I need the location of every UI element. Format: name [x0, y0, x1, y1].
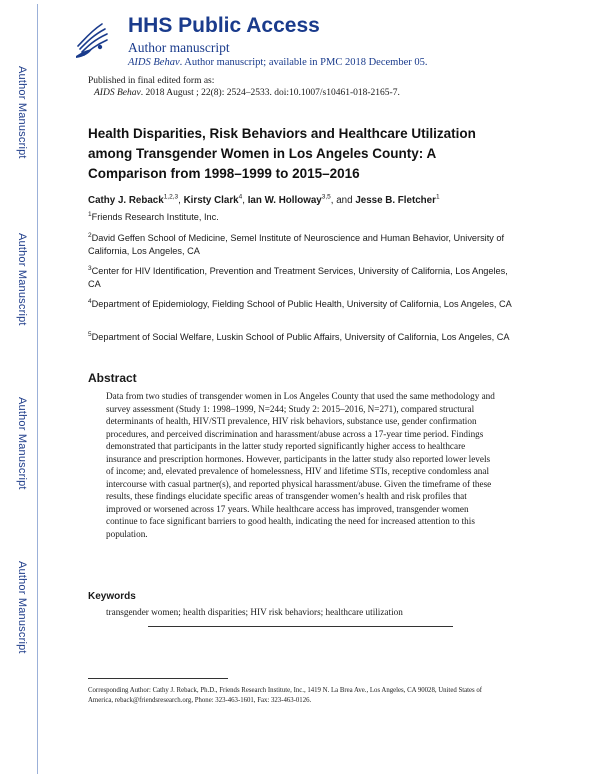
affiliation — [88, 331, 518, 344]
author-name: Ian W. Holloway — [247, 195, 322, 206]
keywords-text: transgender women; health disparities; HIV risk behaviors; healthcare utilization — [106, 607, 403, 617]
citation-journal: AIDS Behav — [94, 88, 141, 98]
side-label-author-manuscript: Author Manuscript — [16, 233, 28, 326]
citation-details: . 2018 August ; 22(8): 2524–2533. doi:10.1007/s10461-018-2165-7. — [140, 88, 400, 98]
affiliation-text: Friends Research Institute, Inc. — [91, 212, 219, 222]
divider — [148, 626, 453, 627]
affiliation — [88, 298, 518, 311]
keywords-heading: Keywords — [88, 591, 136, 602]
affiliation — [88, 265, 518, 291]
affiliation-text: Department of Social Welfare, Luskin School of Public Affairs, University of California, Los Angeles, CA — [91, 332, 510, 342]
availability-note — [128, 57, 427, 68]
corresponding-author-footnote: Corresponding Author: Cathy J. Reback, Ph.D., Friends Research Institute, Inc., 1419 N. La Brea Ave., Los Angeles, CA 90028, United States of America, reback@friendsresearch.org, Phone: 323-463-1601, Fax: 323-463-0126. — [88, 687, 483, 704]
author-and: and — [336, 195, 353, 206]
paper-title: Health Disparities, Risk Behaviors and Healthcare Utilization among Transgender Women in Los Angeles County: A Comparison from 1998–1999 to 2015–2016 — [88, 126, 476, 181]
author-affiliation-sup: 4 — [238, 193, 243, 201]
author-affiliation-sup: 1 — [435, 193, 440, 201]
availability-text: . Author manuscript; available in PMC 2018 December 05. — [179, 57, 428, 68]
affiliation — [88, 211, 518, 224]
footnote-divider — [88, 678, 228, 679]
affiliation-number: 4 — [88, 297, 92, 305]
author-name: Cathy J. Reback — [88, 195, 164, 206]
affiliation — [88, 232, 518, 258]
affiliation-text: David Geffen School of Medicine, Semel Institute of Neuroscience and Human Behavior, University of California, Los Angeles, CA — [88, 233, 505, 256]
author-list: Cathy J. Reback$^{1,2,3}$, Kirsty Clark$^4$, Ian W. Holloway$^{3,5}$, and Jesse B. Fletcher$^1$ — [88, 193, 440, 206]
hhs-eagle-logo-icon — [72, 16, 110, 62]
author-name: Kirsty Clark — [183, 195, 239, 206]
side-label-author-manuscript: Author Manuscript — [16, 397, 28, 490]
citation — [94, 88, 400, 98]
published-label: Published in final edited form as: — [88, 76, 215, 86]
author-affiliation-sup: 3,5 — [321, 193, 331, 201]
author-affiliation-sup: 1,2,3 — [163, 193, 179, 201]
side-label-author-manuscript: Author Manuscript — [16, 66, 28, 159]
abstract-text: Data from two studies of transgender women in Los Angeles County that used the same methodology and survey assessment (Study 1: 1998–1999, N=244; Study 2: 2015–2016, N=271), compared structural determinants of health, HIV/STI prevalence, HIV risk behaviors, substance use, gender confirmation procedures, and perceived discrimination and harassment/abuse across a 17-year time period. Findings demonstrated that participants in the latter study reported significantly higher access to healthcare insurance and prescription hormones. However, participants in the latter study also reported lower levels of income; and, elevated prevalence of homelessness, HIV and lifetime STIs, receptive condomless anal intercourse with casual partner(s), and reported physical harassment/abuse. Given the timeframe of these results, these findings elucidate specific areas of transgender women’s health and risk profiles that improved or worsened across 17 years. While healthcare access has improved, transgender women continue to face significant barriers to good health, indicating the need for increased attention to this population. — [106, 391, 495, 539]
affiliation-number: 2 — [88, 231, 92, 239]
side-label-author-manuscript: Author Manuscript — [16, 561, 28, 654]
author-name: Jesse B. Fletcher — [355, 195, 436, 206]
hhs-title: HHS Public Access — [128, 14, 320, 37]
margin-rule — [37, 4, 38, 774]
author-manuscript-label: Author manuscript — [128, 40, 230, 55]
affiliation-number: 3 — [88, 264, 92, 272]
abstract-heading: Abstract — [88, 371, 137, 385]
affiliation-text: Department of Epidemiology, Fielding School of Public Health, University of California, Los Angeles, CA — [91, 299, 512, 309]
affiliation-number: 5 — [88, 330, 92, 338]
affiliation-text: Center for HIV Identification, Prevention and Treatment Services, University of California, Los Angeles, CA — [88, 266, 508, 289]
affiliation-number: 1 — [88, 210, 92, 218]
journal-name: AIDS Behav — [128, 57, 180, 68]
